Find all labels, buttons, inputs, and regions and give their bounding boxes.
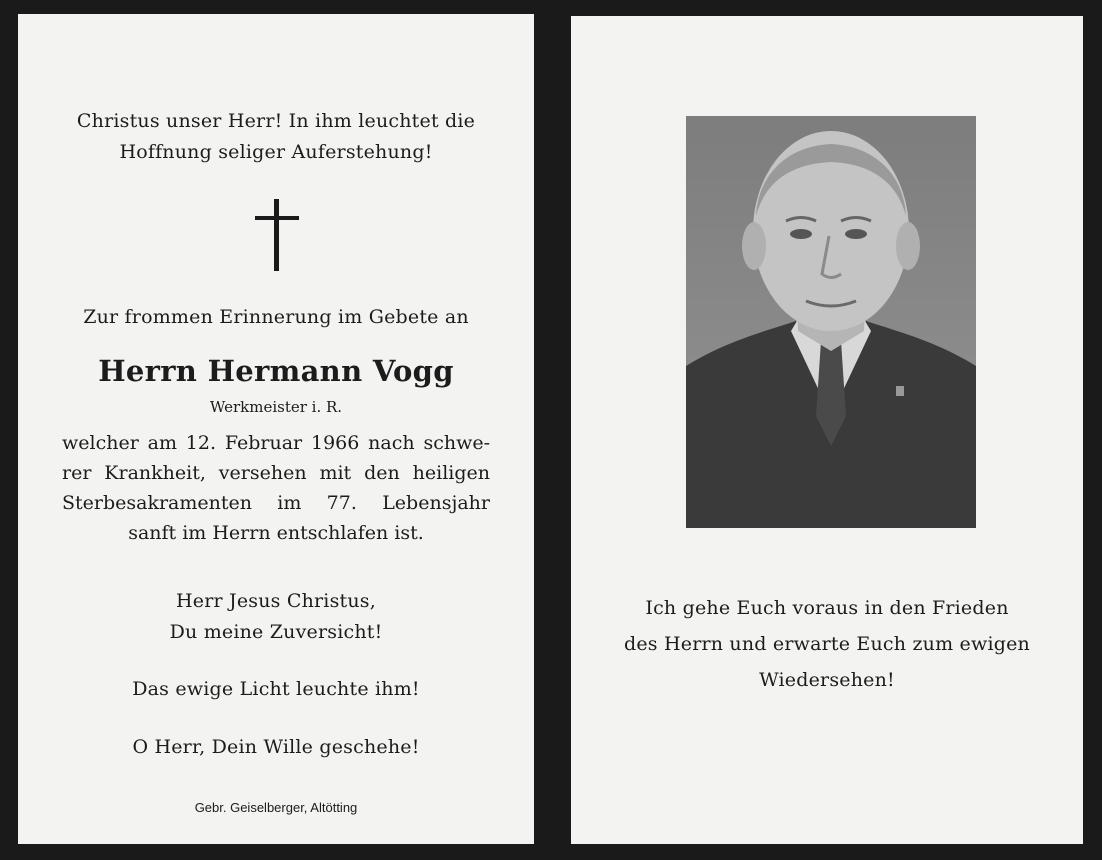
obituary-line: rer Krankheit, versehen mit den heiligen bbox=[62, 462, 490, 484]
farewell-line: Ich gehe Euch voraus in den Frieden bbox=[645, 597, 1009, 619]
prayer-jesus bbox=[18, 586, 534, 648]
prayer-line: Herr Jesus Christus, bbox=[175, 590, 376, 612]
deceased-name: Herrn Hermann Vogg bbox=[98, 354, 454, 388]
farewell-verse bbox=[571, 590, 1083, 698]
deceased-title: Werkmeister i. R. bbox=[209, 398, 343, 416]
portrait-photo bbox=[686, 116, 976, 528]
portrait-figure-icon bbox=[686, 116, 976, 528]
opening-verse bbox=[18, 106, 534, 168]
obituary-line: Sterbesakramenten im 77. Lebensjahr bbox=[62, 492, 490, 514]
opening-line-2: Hoffnung seliger Auferstehung! bbox=[119, 141, 433, 163]
prayer-eternal-light: Das ewige Licht leuchte ihm! bbox=[132, 678, 420, 700]
prayer-will: O Herr, Dein Wille geschehe! bbox=[132, 736, 420, 758]
memorial-card-right bbox=[571, 16, 1083, 844]
farewell-line: des Herrn und erwarte Euch zum ewigen bbox=[623, 633, 1030, 655]
opening-line-1: Christus unser Herr! In ihm leuchtet die bbox=[76, 110, 476, 132]
obituary-text bbox=[62, 428, 490, 548]
printer-imprint: Gebr. Geiselberger, Altötting bbox=[194, 800, 358, 815]
memorial-card-left bbox=[18, 14, 534, 844]
cross-icon bbox=[255, 199, 299, 271]
memory-line: Zur frommen Erinnerung im Gebete an bbox=[83, 306, 469, 328]
obituary-line: sanft im Herrn entschlafen ist. bbox=[128, 522, 424, 544]
farewell-line: Wiedersehen! bbox=[759, 669, 895, 691]
prayer-line: Du meine Zuversicht! bbox=[169, 621, 383, 643]
obituary-line: welcher am 12. Februar 1966 nach schwe- bbox=[62, 432, 490, 454]
